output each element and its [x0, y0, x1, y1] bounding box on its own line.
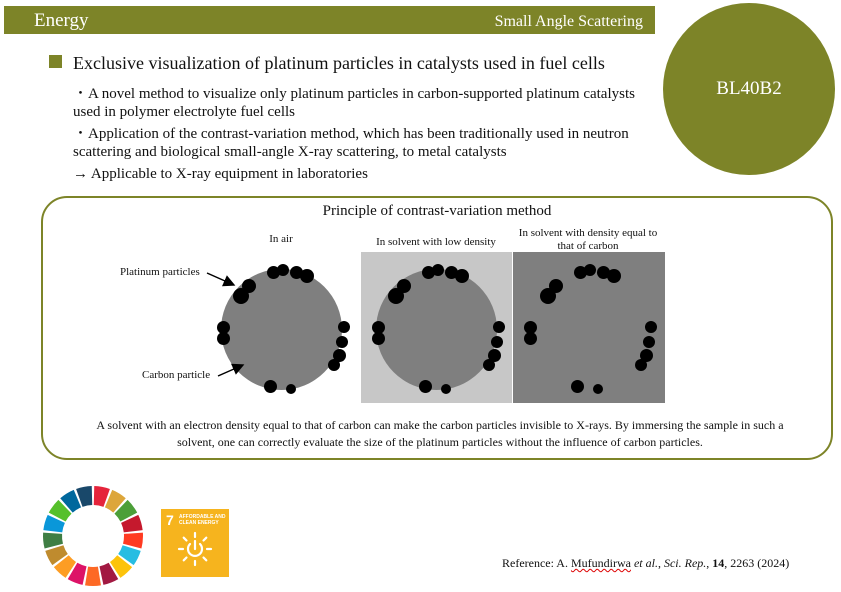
sdg7-number: 7: [166, 512, 174, 528]
technique-label: Small Angle Scattering: [494, 13, 643, 30]
reference-volume: 14: [712, 556, 725, 570]
reference-prefix: Reference: A.: [502, 556, 571, 570]
main-title: Exclusive visualization of platinum particles in catalysts used in fuel cells: [73, 53, 605, 73]
label-equal-density: In solvent with density equal to that of carbon: [518, 227, 658, 252]
bullet-point-1: ・A novel method to visualize only platinum particles in carbon-supported platinum catalysts used in polymer electrolyte fuel cells: [73, 86, 635, 120]
sdg-wheel-icon: [41, 484, 145, 588]
bullet-point-2: ・Application of the contrast-variation method, which has been traditionally used in neutron scattering and biological small-angle X-ray scattering, to metal catalysts: [73, 126, 629, 160]
sdg-wheel-segment: [43, 533, 63, 549]
beamline-label: BL40B2: [716, 78, 782, 99]
figure-title: Principle of contrast-variation method: [322, 203, 552, 219]
reference-journal: Sci. Rep.: [663, 556, 707, 570]
label-low-density: In solvent with low density: [376, 236, 496, 248]
reference-author: Mufundirwa: [570, 556, 631, 570]
reference-etal: et al.: [630, 556, 658, 570]
bullet-point-3: → Applicable to X-ray equipment in laboratories: [73, 166, 368, 182]
carbon-particle-label: Carbon particle: [142, 369, 211, 381]
category-label: Energy: [34, 10, 89, 31]
platinum-arrow: [207, 273, 234, 285]
sdg7-label: AFFORDABLE AND CLEAN ENERGY: [179, 514, 226, 526]
sdg-wheel-segment: [123, 533, 143, 549]
carbon-arrow: [218, 365, 243, 376]
reference-pages-year: , 2263 (2024): [724, 556, 790, 570]
reference-separator: ,: [657, 556, 664, 570]
sun-power-icon: [177, 531, 213, 567]
sdg7-badge: [161, 509, 229, 577]
sdg-wheel-segment: [85, 567, 101, 586]
label-in-air: In air: [269, 233, 293, 245]
reference-separator: ,: [706, 556, 713, 570]
platinum-particles-label: Platinum particles: [120, 266, 200, 278]
reference-citation: [502, 556, 789, 571]
figure-caption: A solvent with an electron density equal to that of carbon can make the carbon particles invisible to X-rays. By immersing the sample in such a solvent, one can correctly evaluate the size of the platinum particles without the influence of carbon particles.: [96, 418, 784, 449]
